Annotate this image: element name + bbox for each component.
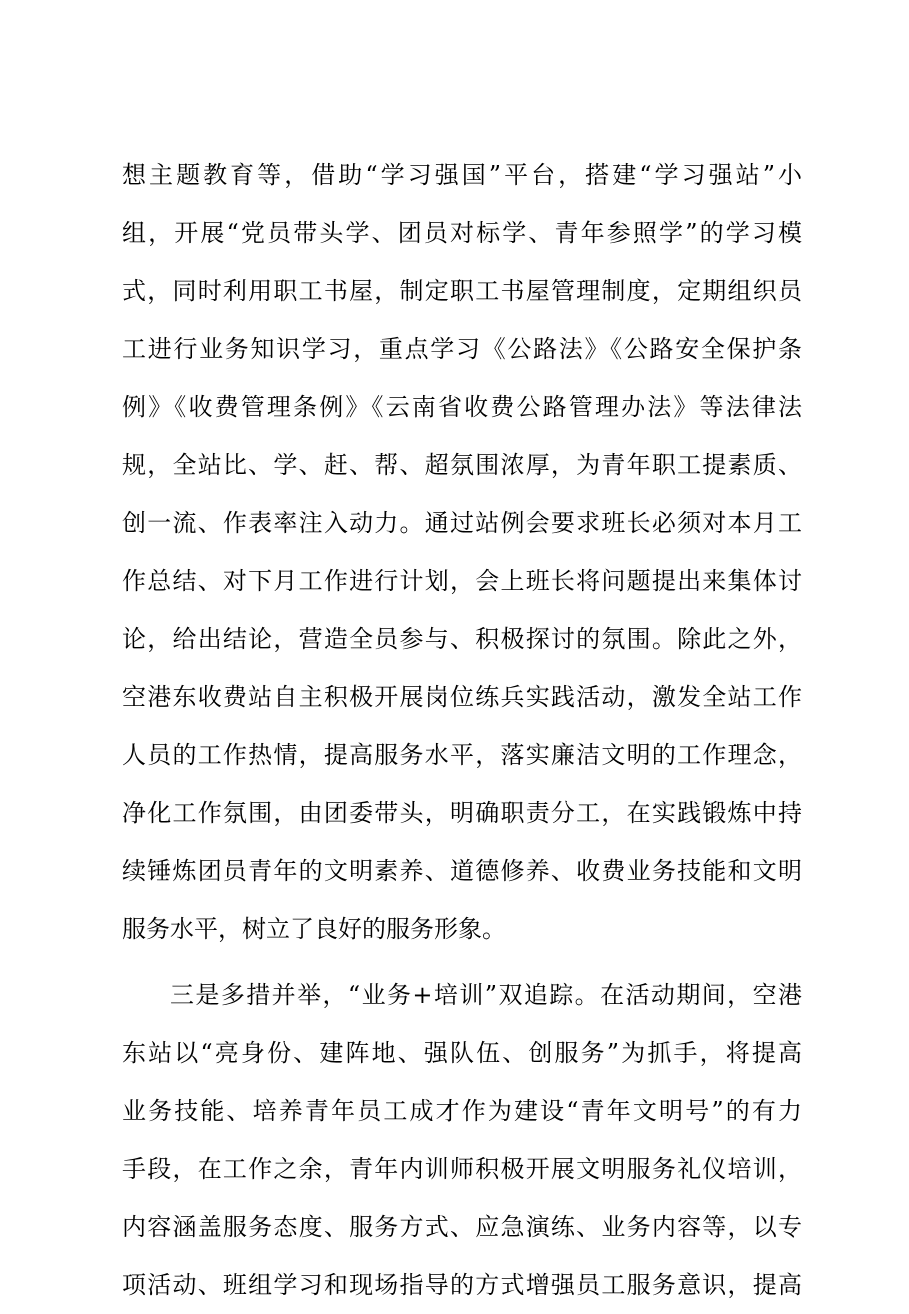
text-line: 创一流、作表率注入动力。通过站例会要求班长必须对本月工 [122, 509, 802, 537]
paragraph [122, 966, 802, 1314]
text-line: 作总结、对下月工作进行计划，会上班长将问题提出来集体讨 [122, 567, 802, 595]
text-line: 续锤炼团员青年的文明素养、道德修养、收费业务技能和文明 [122, 857, 802, 885]
document-body [122, 146, 802, 1314]
text-line: 论，给出结论，营造全员参与、积极探讨的氛围。除此之外， [122, 625, 802, 653]
text-line: 规，全站比、学、赶、帮、超氛围浓厚，为青年职工提素质、 [122, 451, 802, 479]
text-line: 式，同时利用职工书屋，制定职工书屋管理制度，定期组织员 [122, 277, 802, 305]
text-line: 业务技能、培养青年员工成才作为建设“青年文明号”的有力 [122, 1097, 802, 1125]
text-line: 三是多措并举，“业务+培训”双追踪。在活动期间，空港 [170, 981, 802, 1009]
text-line: 手段，在工作之余，青年内训师积极开展文明服务礼仪培训， [122, 1155, 802, 1183]
text-line: 空港东收费站自主积极开展岗位练兵实践活动，激发全站工作 [122, 683, 802, 711]
text-line: 内容涵盖服务态度、服务方式、应急演练、业务内容等，以专 [122, 1213, 802, 1241]
text-line: 服务水平，树立了良好的服务形象。 [122, 915, 506, 943]
paragraph [122, 146, 802, 958]
text-line: 人员的工作热情，提高服务水平，落实廉洁文明的工作理念， [122, 741, 802, 769]
text-line: 净化工作氛围，由团委带头，明确职责分工，在实践锻炼中持 [122, 799, 802, 827]
text-line: 工进行业务知识学习，重点学习《公路法》《公路安全保护条 [122, 335, 802, 363]
text-line: 想主题教育等，借助“学习强国”平台，搭建“学习强站”小 [122, 161, 802, 189]
text-line: 组，开展“党员带头学、团员对标学、青年参照学”的学习模 [122, 219, 802, 247]
paragraph-gap [122, 958, 802, 966]
text-line: 项活动、班组学习和现场指导的方式增强员工服务意识，提高 [122, 1271, 802, 1299]
text-line: 东站以“亮身份、建阵地、强队伍、创服务”为抓手，将提高 [122, 1039, 802, 1067]
text-line: 例》《收费管理条例》《云南省收费公路管理办法》等法律法 [122, 393, 802, 421]
